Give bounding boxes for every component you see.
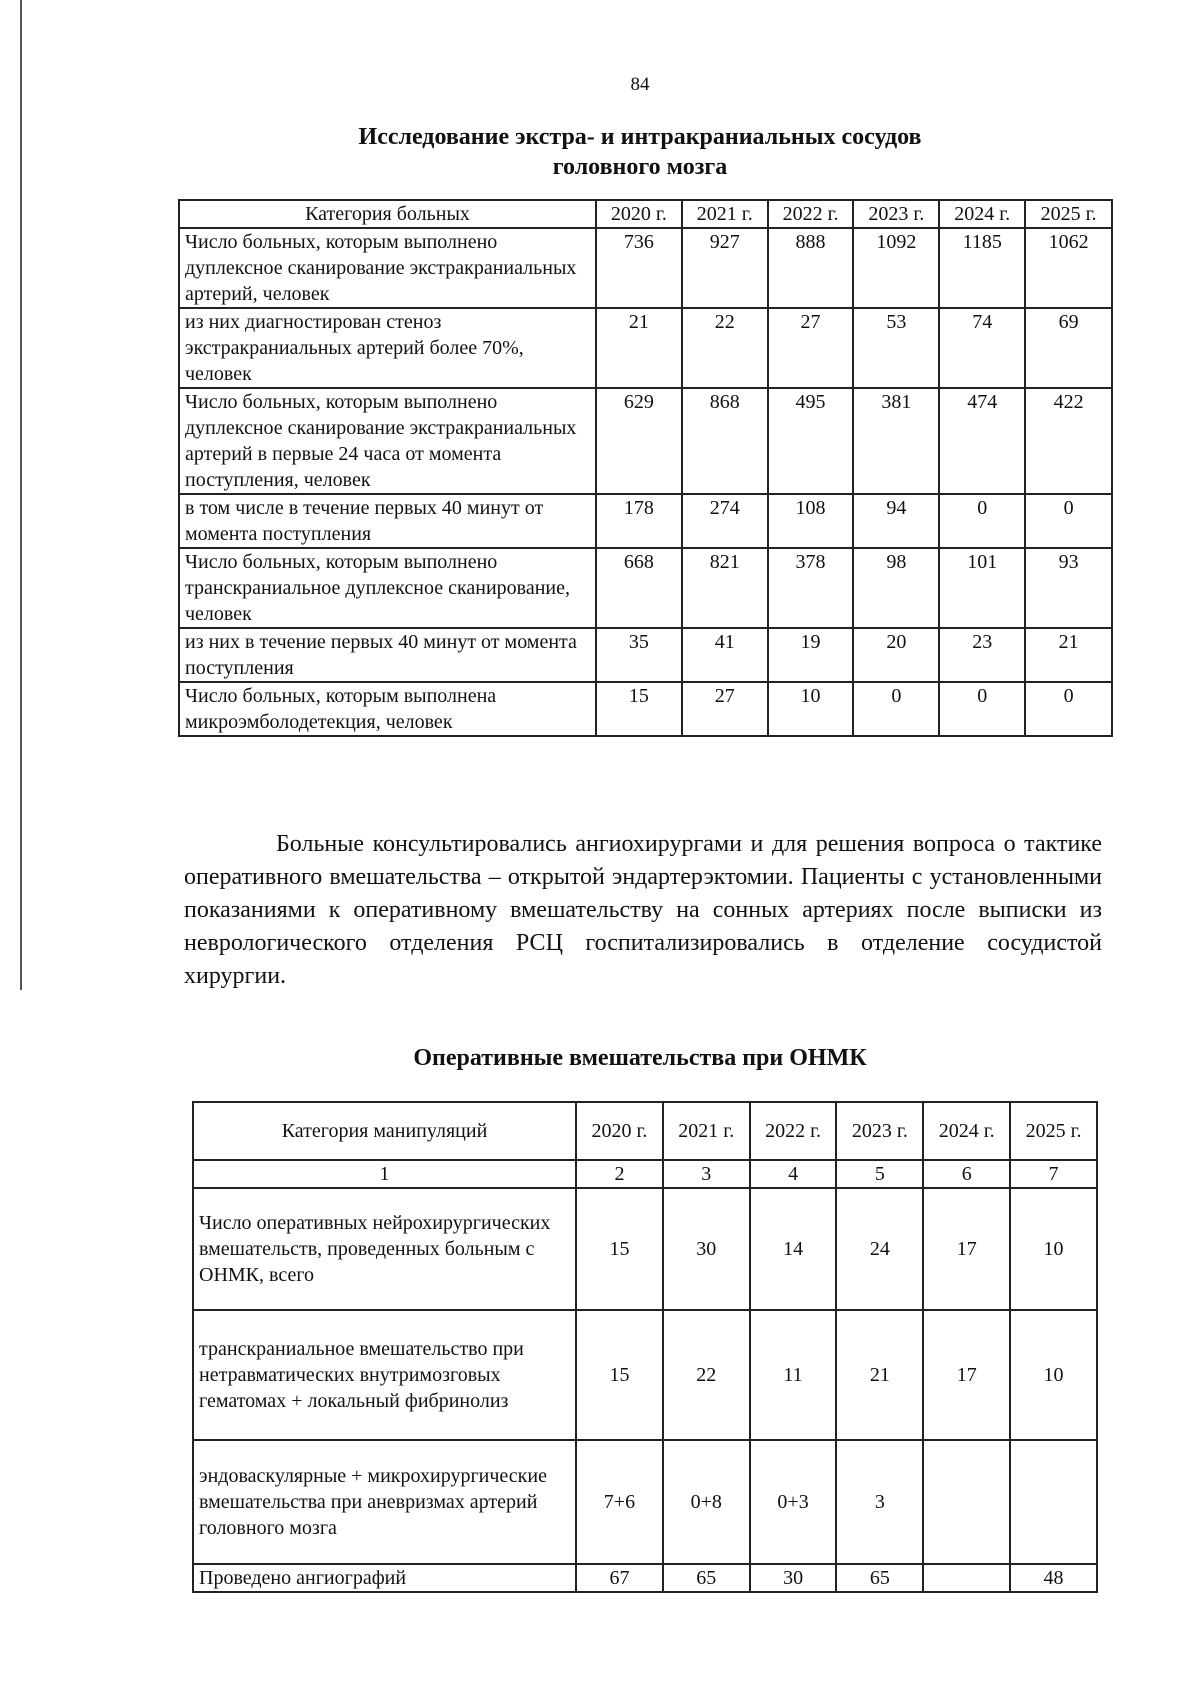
table-row	[179, 682, 1112, 736]
value-cell: 67	[576, 1564, 663, 1592]
column-number: 2	[576, 1160, 663, 1188]
row-label: Число оперативных нейрохирургических вмешательств, проведенных больным с ОНМК, всего	[193, 1188, 576, 1310]
value-cell	[1010, 1440, 1097, 1564]
value-cell: 15	[576, 1310, 663, 1440]
value-cell: 378	[768, 548, 854, 628]
row-label: Проведено ангиографий	[193, 1564, 576, 1592]
value-cell: 10	[1010, 1188, 1097, 1310]
table-row	[179, 548, 1112, 628]
value-cell	[923, 1564, 1010, 1592]
value-cell	[923, 1440, 1010, 1564]
header-cell: 2020 г.	[596, 200, 682, 228]
row-label: в том числе в течение первых 40 минут от момента поступления	[179, 494, 596, 548]
table-row	[179, 494, 1112, 548]
header-cell: 2025 г.	[1025, 200, 1112, 228]
header-cell: 2022 г.	[768, 200, 854, 228]
row-label: Число больных, которым выполнена микроэмболодетекция, человек	[179, 682, 596, 736]
section1-title	[0, 122, 1200, 182]
row-label: Число больных, которым выполнено дуплексное сканирование экстракраниальных артерий, человек	[179, 228, 596, 308]
value-cell: 101	[939, 548, 1025, 628]
row-label: Число больных, которым выполнено дуплексное сканирование экстракраниальных артерий в первые 24 часа от момента поступления, человек	[179, 388, 596, 494]
column-number: 7	[1010, 1160, 1097, 1188]
column-number: 3	[663, 1160, 750, 1188]
value-cell: 0+3	[750, 1440, 837, 1564]
row-label: из них в течение первых 40 минут от момента поступления	[179, 628, 596, 682]
value-cell: 35	[596, 628, 682, 682]
value-cell: 53	[853, 308, 939, 388]
value-cell: 0	[1025, 494, 1112, 548]
row-label: эндоваскулярные + микрохирургические вмешательства при аневризмах артерий головного мозга	[193, 1440, 576, 1564]
section1-title-line1: Исследование экстра- и интракраниальных сосудов	[358, 124, 922, 150]
value-cell: 17	[923, 1310, 1010, 1440]
value-cell: 868	[682, 388, 768, 494]
value-cell: 736	[596, 228, 682, 308]
page-number: 84	[630, 74, 650, 95]
column-number: 5	[836, 1160, 923, 1188]
value-cell: 30	[663, 1188, 750, 1310]
header-cell: 2022 г.	[750, 1102, 837, 1160]
column-number-row	[193, 1160, 1097, 1188]
table-header-row	[193, 1102, 1097, 1160]
value-cell: 888	[768, 228, 854, 308]
table-row	[193, 1440, 1097, 1564]
value-cell: 1185	[939, 228, 1025, 308]
value-cell: 30	[750, 1564, 837, 1592]
table-row	[193, 1188, 1097, 1310]
column-number: 4	[750, 1160, 837, 1188]
row-label: транскраниальное вмешательство при нетравматических внутримозговых гематомах + локальный фибринолиз	[193, 1310, 576, 1440]
header-cell: Категория больных	[179, 200, 596, 228]
surgery-table	[192, 1101, 1098, 1593]
value-cell: 10	[768, 682, 854, 736]
value-cell: 19	[768, 628, 854, 682]
column-number: 1	[193, 1160, 576, 1188]
value-cell: 927	[682, 228, 768, 308]
value-cell: 17	[923, 1188, 1010, 1310]
value-cell: 1092	[853, 228, 939, 308]
value-cell: 65	[663, 1564, 750, 1592]
value-cell: 15	[596, 682, 682, 736]
value-cell: 94	[853, 494, 939, 548]
table-row	[193, 1310, 1097, 1440]
value-cell: 629	[596, 388, 682, 494]
value-cell: 23	[939, 628, 1025, 682]
value-cell: 15	[576, 1188, 663, 1310]
header-cell: 2021 г.	[682, 200, 768, 228]
value-cell: 27	[768, 308, 854, 388]
header-cell: 2024 г.	[939, 200, 1025, 228]
value-cell: 1062	[1025, 228, 1112, 308]
value-cell: 14	[750, 1188, 837, 1310]
header-cell: Категория манипуляций	[193, 1102, 576, 1160]
value-cell: 108	[768, 494, 854, 548]
value-cell: 27	[682, 682, 768, 736]
value-cell: 274	[682, 494, 768, 548]
value-cell: 74	[939, 308, 1025, 388]
table-header-row	[179, 200, 1112, 228]
value-cell: 93	[1025, 548, 1112, 628]
header-cell: 2023 г.	[836, 1102, 923, 1160]
value-cell: 98	[853, 548, 939, 628]
vessel-study-table	[178, 199, 1113, 737]
value-cell: 381	[853, 388, 939, 494]
value-cell: 422	[1025, 388, 1112, 494]
value-cell: 21	[596, 308, 682, 388]
header-cell: 2024 г.	[923, 1102, 1010, 1160]
row-label: Число больных, которым выполнено транскраниальное дуплексное сканирование, человек	[179, 548, 596, 628]
value-cell: 48	[1010, 1564, 1097, 1592]
value-cell: 10	[1010, 1310, 1097, 1440]
value-cell: 3	[836, 1440, 923, 1564]
value-cell: 495	[768, 388, 854, 494]
header-cell: 2021 г.	[663, 1102, 750, 1160]
value-cell: 0	[1025, 682, 1112, 736]
value-cell: 474	[939, 388, 1025, 494]
value-cell: 20	[853, 628, 939, 682]
table-row	[179, 628, 1112, 682]
row-label: из них диагностирован стеноз экстракраниальных артерий более 70%, человек	[179, 308, 596, 388]
value-cell: 0+8	[663, 1440, 750, 1564]
value-cell: 668	[596, 548, 682, 628]
value-cell: 0	[939, 682, 1025, 736]
table-row	[179, 308, 1112, 388]
value-cell: 0	[939, 494, 1025, 548]
value-cell: 22	[663, 1310, 750, 1440]
header-cell: 2020 г.	[576, 1102, 663, 1160]
value-cell: 22	[682, 308, 768, 388]
value-cell: 0	[853, 682, 939, 736]
table-row	[193, 1564, 1097, 1592]
section1-title-line2: головного мозга	[552, 154, 728, 180]
table-row	[179, 388, 1112, 494]
value-cell: 21	[1025, 628, 1112, 682]
column-number: 6	[923, 1160, 1010, 1188]
section2-title: Оперативные вмешательства при ОНМК	[413, 1045, 867, 1071]
value-cell: 41	[682, 628, 768, 682]
value-cell: 69	[1025, 308, 1112, 388]
table-row	[179, 228, 1112, 308]
value-cell: 65	[836, 1564, 923, 1592]
value-cell: 11	[750, 1310, 837, 1440]
header-cell: 2025 г.	[1010, 1102, 1097, 1160]
value-cell: 821	[682, 548, 768, 628]
value-cell: 21	[836, 1310, 923, 1440]
value-cell: 178	[596, 494, 682, 548]
value-cell: 24	[836, 1188, 923, 1310]
body-paragraph: Больные консультировались ангиохирургами и для решения вопроса о тактике оперативного вмешательства – открытой эндартерэктомии. Пациенты с установленными показаниями к оперативному вмешательству на сонных артериях после выписки из неврологического отделения РСЦ госпитализировались в отделение сосудистой хирургии.	[184, 831, 1102, 989]
value-cell: 7+6	[576, 1440, 663, 1564]
header-cell: 2023 г.	[853, 200, 939, 228]
